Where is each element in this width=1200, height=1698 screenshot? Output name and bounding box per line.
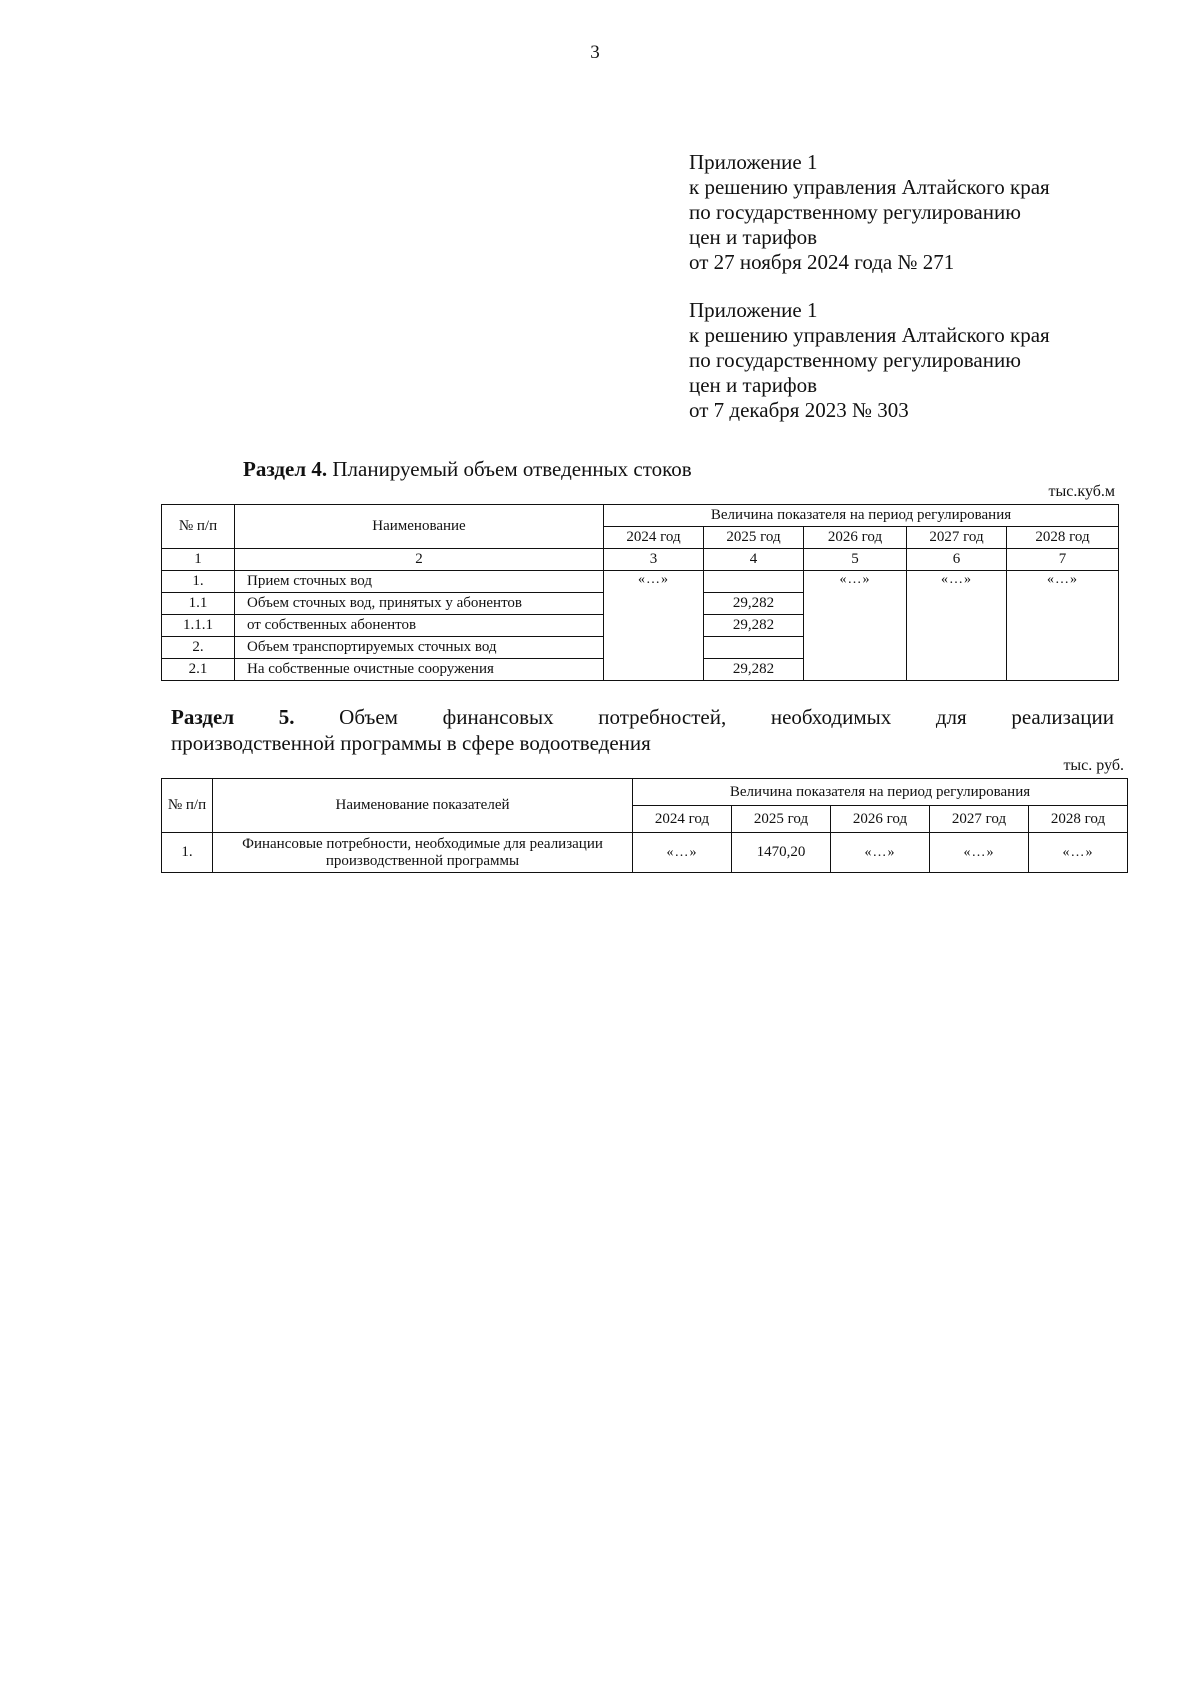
- appendix-header-original: [689, 298, 1129, 423]
- section5-table: [161, 778, 1128, 873]
- row-name: от собственных абонентов: [235, 615, 604, 637]
- section4-unit: тыс.куб.м: [1048, 483, 1115, 500]
- value-2025: 29,282: [704, 659, 804, 681]
- col-number: 1: [162, 549, 235, 571]
- appendix-header-current: [689, 150, 1129, 275]
- header-name: Наименование: [235, 505, 604, 549]
- header-name: Наименование показателей: [213, 779, 633, 833]
- header-year: 2027 год: [930, 806, 1029, 833]
- col-number: 3: [604, 549, 704, 571]
- row-name: Прием сточных вод: [235, 571, 604, 593]
- value-2025: 1470,20: [732, 833, 831, 873]
- header-year: 2028 год: [1007, 527, 1119, 549]
- appendix-line: по государственному регулированию: [689, 200, 1021, 224]
- row-num: 1.1: [162, 593, 235, 615]
- header-year: 2028 год: [1029, 806, 1128, 833]
- value-2024-text: «…»: [666, 845, 698, 860]
- value-2025: [704, 571, 804, 593]
- row-name: На собственные очистные сооружения: [235, 659, 604, 681]
- value-2027-text: «…»: [941, 572, 972, 587]
- value-2027-text: «…»: [963, 845, 995, 860]
- col-number: 5: [804, 549, 907, 571]
- section4-title: [243, 456, 692, 482]
- value-2028-text: «…»: [1047, 572, 1078, 587]
- header-group: Величина показателя на период регулирования: [604, 505, 1119, 527]
- value-2024: [633, 833, 732, 873]
- value-2026-text: «…»: [864, 845, 896, 860]
- column-number-row: [162, 549, 1119, 571]
- appendix-line: к решению управления Алтайского края: [689, 175, 1050, 199]
- header-year: 2025 год: [704, 527, 804, 549]
- header-year: 2025 год: [732, 806, 831, 833]
- value-2026: [804, 571, 907, 681]
- col-number: 7: [1007, 549, 1119, 571]
- value-2024-text: «…»: [638, 572, 669, 587]
- col-number: 4: [704, 549, 804, 571]
- section5-title-bold: Раздел 5.: [171, 705, 295, 729]
- row-name: Финансовые потребности, необходимые для реализации производственной программы: [213, 833, 633, 873]
- value-2025: 29,282: [704, 593, 804, 615]
- value-2028: [1007, 571, 1119, 681]
- value-2025: 29,282: [704, 615, 804, 637]
- appendix-line: от 7 декабря 2023 № 303: [689, 398, 909, 422]
- section4-title-text: Планируемый объем отведенных стоков: [327, 457, 692, 481]
- appendix-line: к решению управления Алтайского края: [689, 323, 1050, 347]
- value-2025: [704, 637, 804, 659]
- row-num: 1.: [162, 571, 235, 593]
- section5-unit: тыс. руб.: [1063, 757, 1124, 774]
- value-2027: [930, 833, 1029, 873]
- value-2026-text: «…»: [839, 572, 871, 587]
- col-number: 2: [235, 549, 604, 571]
- value-2028: [1029, 833, 1128, 873]
- appendix-line: Приложение 1: [689, 298, 818, 322]
- appendix-line: цен и тарифов: [689, 373, 818, 397]
- row-name: Объем сточных вод, принятых у абонентов: [235, 593, 604, 615]
- value-2026: [831, 833, 930, 873]
- header-year: 2026 год: [831, 806, 930, 833]
- row-num: 1.: [162, 833, 213, 873]
- col-number: 6: [907, 549, 1007, 571]
- header-year: 2026 год: [804, 527, 907, 549]
- header-year: 2024 год: [604, 527, 704, 549]
- section5-title-text: Объем финансовых потребностей, необходимых для реализации: [294, 705, 1114, 729]
- row-num: 2.: [162, 637, 235, 659]
- row-num: 2.1: [162, 659, 235, 681]
- header-num: № п/п: [162, 779, 213, 833]
- row-num: 1.1.1: [162, 615, 235, 637]
- header-year: 2024 год: [633, 806, 732, 833]
- value-2024: [604, 571, 704, 681]
- page-number: 3: [590, 42, 600, 63]
- appendix-line: цен и тарифов: [689, 225, 818, 249]
- header-num: № п/п: [162, 505, 235, 549]
- appendix-line: по государственному регулированию: [689, 348, 1021, 372]
- section5-title-line2: производственной программы в сфере водоотведения: [171, 731, 651, 755]
- section4-table: [161, 504, 1119, 681]
- section5-title-line1: [171, 704, 1114, 730]
- table-row: [162, 833, 1128, 873]
- table-row: [162, 571, 1119, 593]
- appendix-line: от 27 ноября 2024 года № 271: [689, 250, 955, 274]
- section4-title-bold: Раздел 4.: [243, 457, 328, 481]
- value-2028-text: «…»: [1062, 845, 1094, 860]
- value-2027: [907, 571, 1007, 681]
- section5-title: [171, 704, 1114, 756]
- appendix-line: Приложение 1: [689, 150, 818, 174]
- row-name: Объем транспортируемых сточных вод: [235, 637, 604, 659]
- header-year: 2027 год: [907, 527, 1007, 549]
- header-group: Величина показателя на период регулирования: [633, 779, 1128, 806]
